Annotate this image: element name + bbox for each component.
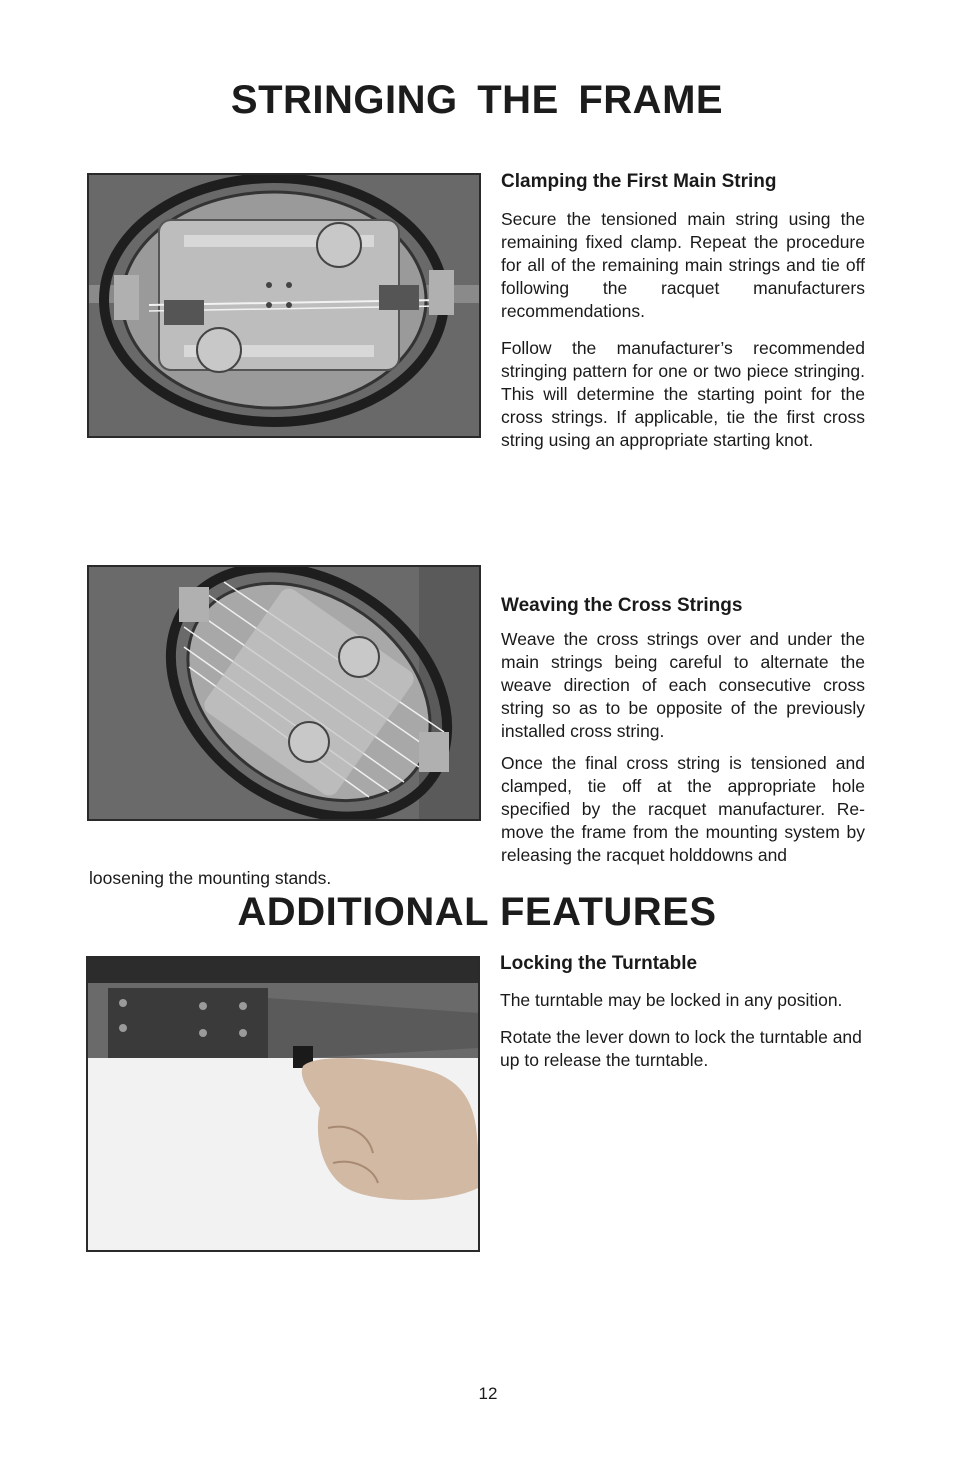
section-clamping-first-main-string	[501, 170, 865, 452]
page-number: 12	[478, 1384, 498, 1403]
paragraph: Weave the cross strings over and under the main strings being careful to alternate the weave direction of each consecutive cross string so as to be opposite of the previously installed cross string.	[501, 629, 865, 741]
paragraph: Rotate the lever down to lock the turntable and up to release the turntable.	[500, 1027, 862, 1070]
section-locking-turntable	[500, 952, 866, 1072]
paragraph-continuation: loosening the mounting stands.	[89, 868, 332, 888]
paragraph: Once the final cross string is tensioned and clamped, tie off at the appropriate hole specified by the racquet manufacturer. Re-move the frame from the mounting system by releasing the racquet holddowns and	[501, 753, 865, 865]
page-title: STRINGING THE FRAME	[230, 78, 724, 122]
paragraph: The turntable may be locked in any position.	[500, 990, 843, 1010]
photo-weaving-cross-strings	[87, 565, 481, 821]
photo-locking-turntable	[86, 956, 480, 1252]
paragraph: Secure the tensioned main string using the remaining fixed clamp. Repeat the procedure for all of the remaining main strings and tie off following the racquet manufacturers recommendations.	[501, 209, 865, 321]
section-weaving-cross-strings	[501, 594, 865, 867]
photo-clamping-main-string	[87, 173, 481, 438]
section-title-additional-features: ADDITIONAL FEATURES	[237, 890, 717, 934]
section-heading: Locking the Turntable	[500, 953, 698, 974]
paragraph: Follow the manufacturer’s recommended stringing pattern for one or two piece stringing. This will determine the starting point for the cross strings. If applicable, tie the first cross string using an appropriate starting knot.	[501, 338, 865, 450]
section-heading: Weaving the Cross Strings	[501, 595, 743, 616]
section-heading: Clamping the First Main String	[501, 171, 777, 192]
